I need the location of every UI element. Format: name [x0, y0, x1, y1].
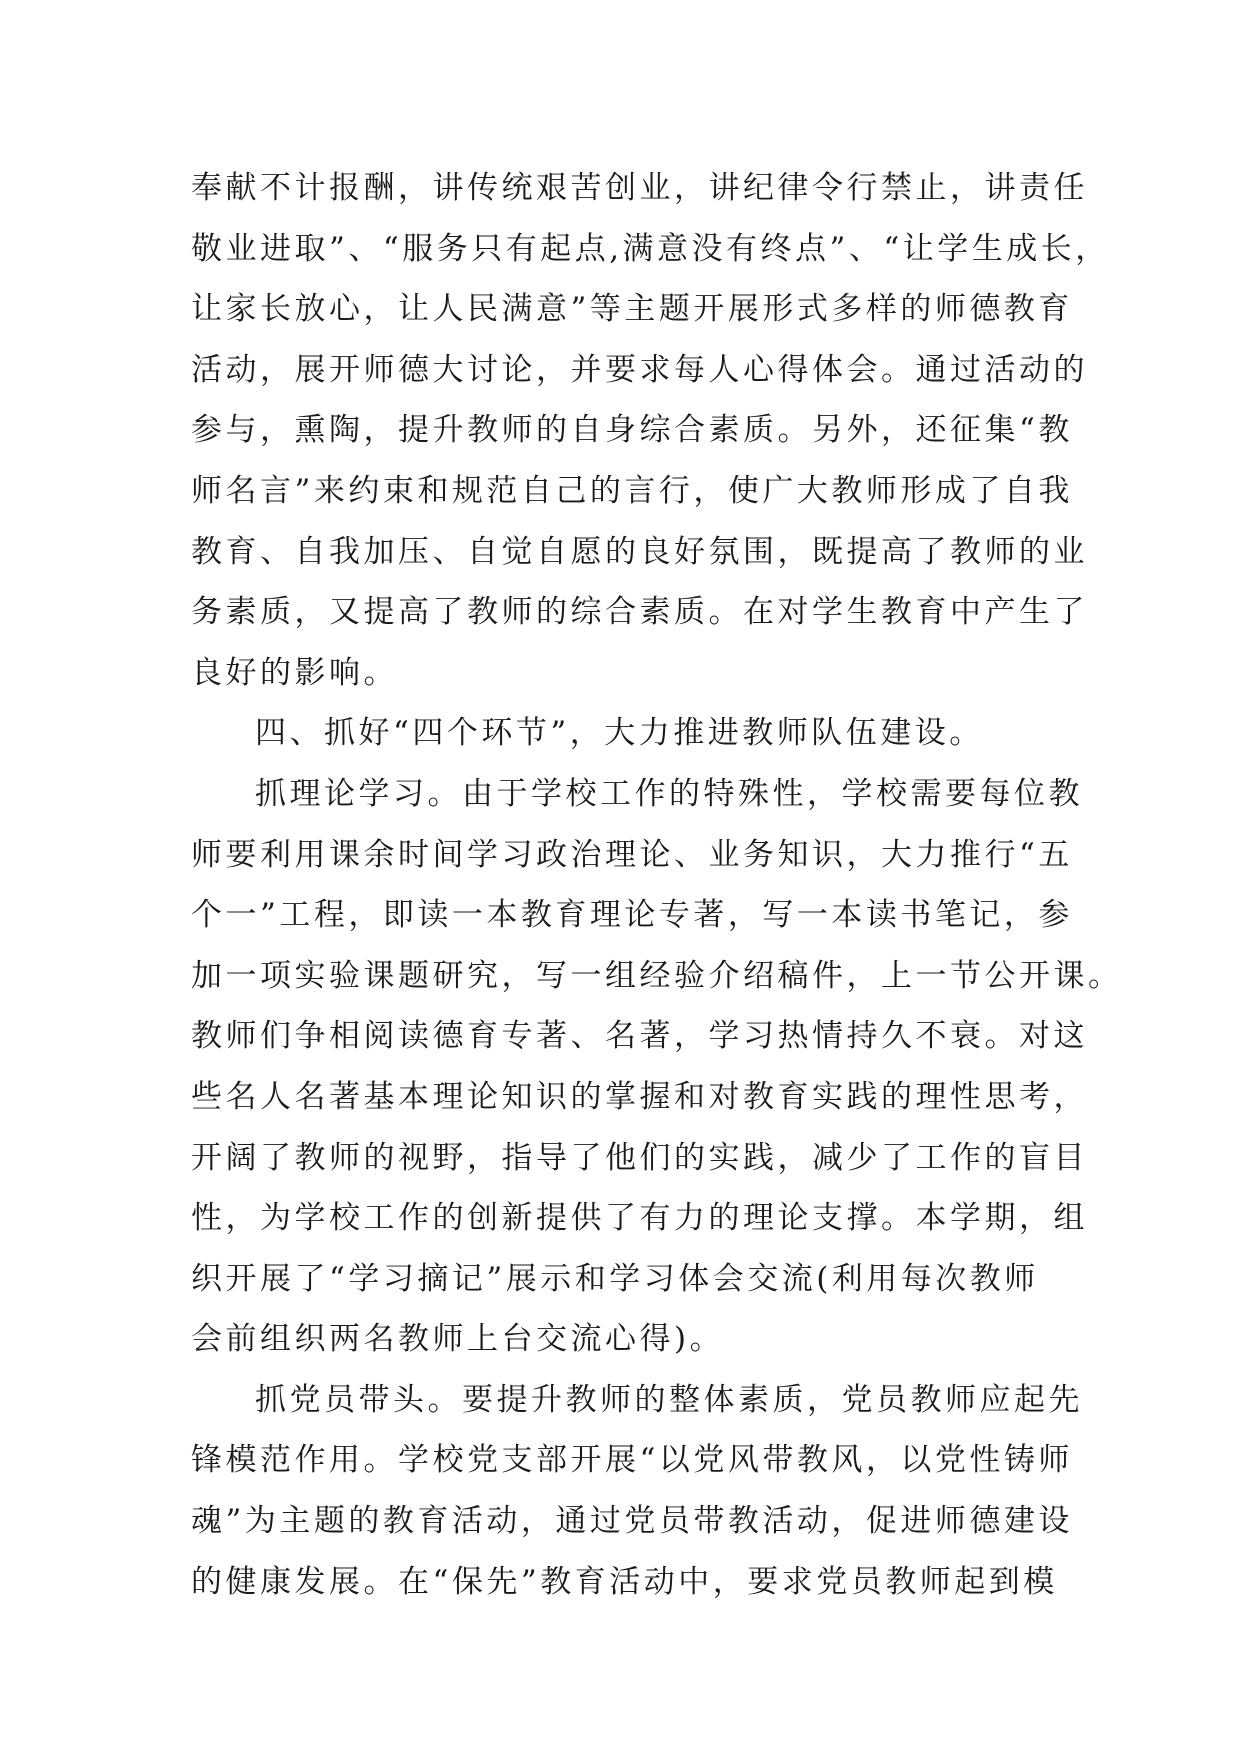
body-text — [191, 158, 1123, 1612]
text-line: 教育、自我加压、自觉自愿的良好氛围，既提高了教师的业 — [191, 533, 1088, 570]
text-line: 会前组织两名教师上台交流心得)。 — [191, 1321, 725, 1358]
text-line: 教师们争相阅读德育专著、名著，学习热情持久不衰。对这 — [191, 1018, 1088, 1055]
text-line: 活动，展开师德大讨论，并要求每人心得体会。通过活动的 — [191, 351, 1088, 388]
text-line: 的健康发展。在“保先”教育活动中，要求党员教师起到模 — [191, 1563, 1058, 1600]
text-line: 务素质，又提高了教师的综合素质。在对学生教育中产生了 — [191, 594, 1088, 631]
text-line: 织开展了“学习摘记”展示和学习体会交流(利用每次教师 — [191, 1260, 1039, 1297]
text-line: 良好的影响。 — [191, 654, 398, 691]
paragraph-first-line: 抓党员带头。要提升教师的整体素质，党员教师应起先 — [255, 1381, 1083, 1418]
text-line: 锋模范作用。学校党支部开展“以党风带教风，以党性铸师 — [191, 1442, 1073, 1479]
text-line: 师名言”来约束和规范自己的言行，使广大教师形成了自我 — [191, 472, 1073, 509]
text-line: 让家长放心，让人民满意”等主题开展形式多样的师德教育 — [191, 291, 1073, 328]
paragraph-first-line: 抓理论学习。由于学校工作的特殊性，学校需要每位教 — [255, 775, 1083, 812]
text-line: 参与，熏陶，提升教师的自身综合素质。另外，还征集“教 — [191, 412, 1073, 449]
text-line: 奉献不计报酬，讲传统艰苦创业，讲纪律令行禁止，讲责任 — [191, 170, 1088, 206]
text-line: 些名人名著基本理论知识的掌握和对教育实践的理性思考， — [191, 1078, 1088, 1115]
text-line: 加一项实验课题研究，写一组经验介绍稿件，上一节公开课。 — [191, 957, 1123, 994]
text-line: 开阔了教师的视野，指导了他们的实践，减少了工作的盲目 — [191, 1139, 1088, 1176]
text-line: 性，为学校工作的创新提供了有力的理论支撑。本学期，组 — [191, 1200, 1088, 1237]
text-line: 师要利用课余时间学习政治理论、业务知识，大力推行“五 — [191, 836, 1073, 873]
text-line: 敬业进取”、“服务只有起点,满意没有终点”、“让学生成长， — [191, 230, 1110, 267]
text-line: 个一”工程，即读一本教育理论专著，写一本读书笔记，参 — [191, 897, 1073, 934]
paragraph-first-line: 四、抓好“四个环节”，大力推进教师队伍建设。 — [255, 715, 984, 752]
text-line: 魂”为主题的教育活动，通过党员带教活动，促进师德建设 — [191, 1503, 1073, 1540]
